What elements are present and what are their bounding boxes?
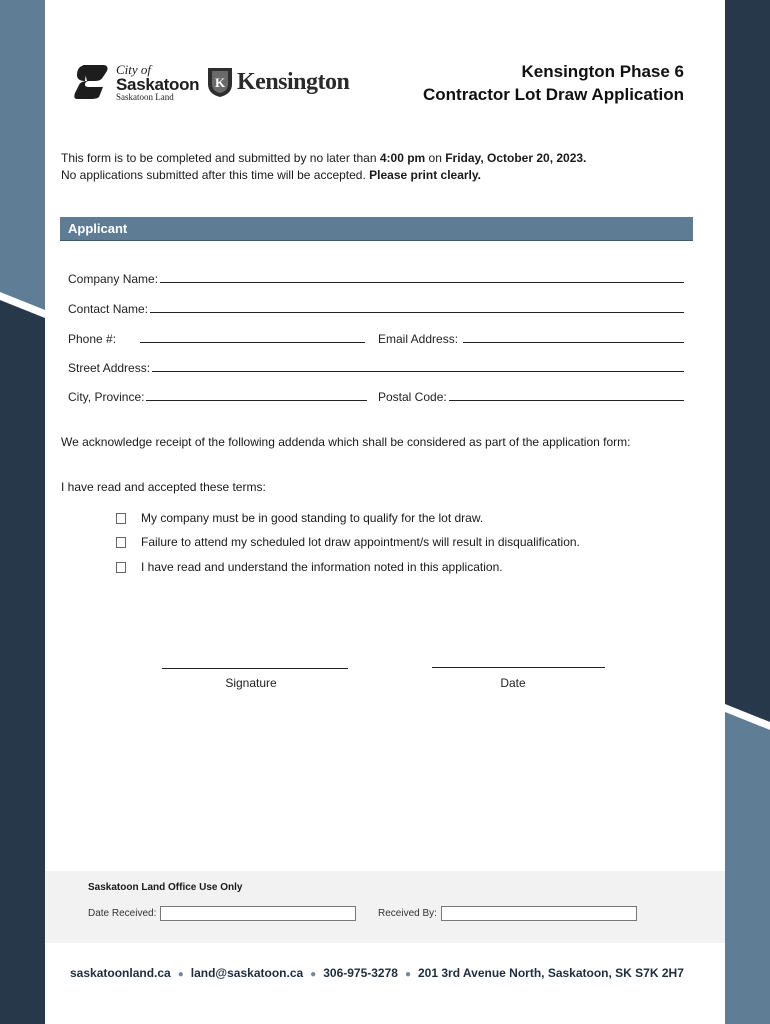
street-address-label: Street Address: <box>68 361 151 375</box>
footer-email[interactable]: land@saskatoon.ca <box>190 966 304 980</box>
signature-label: Signature <box>225 676 277 690</box>
intro-line2: No applications submitted after this time will be accepted. <box>61 168 370 182</box>
intro-text <box>61 150 586 184</box>
received-by-label: Received By: <box>378 908 437 919</box>
checkbox-icon[interactable] <box>116 562 126 573</box>
footer-address: 201 3rd Avenue North, Saskatoon, SK S7K 2H7 <box>418 966 684 980</box>
city-of-saskatoon-logo <box>73 60 199 104</box>
bullet-icon: ● <box>310 969 317 980</box>
phone-field[interactable] <box>68 332 365 346</box>
intro-time: 4:00 pm <box>379 151 426 165</box>
acknowledge-text: We acknowledge receipt of the following addenda which shall be considered as part of the application form: <box>61 435 631 449</box>
email-label: Email Address: <box>378 332 459 346</box>
kensington-logo <box>207 66 349 98</box>
contact-name-label: Contact Name: <box>68 302 149 316</box>
date-received-field[interactable] <box>88 906 356 921</box>
phone-line[interactable] <box>140 341 365 343</box>
received-by-input[interactable] <box>441 906 637 921</box>
street-address-field[interactable] <box>68 361 684 375</box>
email-field[interactable] <box>378 332 684 346</box>
bullet-icon: ● <box>177 969 184 980</box>
postal-code-field[interactable] <box>378 390 684 404</box>
street-address-line[interactable] <box>152 370 684 372</box>
left-decorative-panel <box>0 0 45 1024</box>
postal-code-label: Postal Code: <box>378 390 447 404</box>
city-province-field[interactable] <box>68 390 367 404</box>
company-name-label: Company Name: <box>68 272 159 286</box>
office-use-title: Saskatoon Land Office Use Only <box>88 882 243 893</box>
term-checkbox-3[interactable] <box>116 560 503 574</box>
intro-date: Friday, October 20, 2023. <box>445 151 587 165</box>
date-received-label: Date Received: <box>88 908 157 919</box>
kensington-shield-icon <box>207 66 233 98</box>
terms-intro: I have read and accepted these terms: <box>61 480 266 494</box>
term-label: I have read and understand the information noted in this application. <box>141 560 503 574</box>
postal-code-line[interactable] <box>449 399 684 401</box>
company-name-field[interactable] <box>68 272 684 286</box>
company-name-line[interactable] <box>160 281 684 283</box>
footer-phone: 306-975-3278 <box>323 966 398 980</box>
page-title <box>423 60 684 106</box>
checkbox-icon[interactable] <box>116 513 126 524</box>
footer-website[interactable]: saskatoonland.ca <box>70 966 171 980</box>
svg-text:K: K <box>214 75 226 90</box>
contact-name-line[interactable] <box>150 311 684 313</box>
footer-contact <box>70 966 684 980</box>
city-province-label: City, Province: <box>68 390 145 404</box>
title-line2: Contractor Lot Draw Application <box>423 85 684 104</box>
phone-label: Phone #: <box>68 332 117 346</box>
term-label: My company must be in good standing to qualify for the lot draw. <box>141 511 484 525</box>
right-decorative-panel <box>725 0 770 1024</box>
intro-print-clearly: Please print clearly. <box>369 168 481 182</box>
intro-part1: This form is to be completed and submitted by no later than <box>61 151 380 165</box>
applicant-section-header: Applicant <box>60 217 693 241</box>
received-by-field[interactable] <box>378 906 637 921</box>
date-label: Date <box>500 676 526 690</box>
logo-line3: Saskatoon Land <box>116 91 174 102</box>
city-province-line[interactable] <box>146 399 367 401</box>
contact-name-field[interactable] <box>68 302 684 316</box>
term-label: Failure to attend my scheduled lot draw appointment/s will result in disqualification. <box>141 535 580 549</box>
kensington-logo-text: Kensington <box>237 68 350 95</box>
intro-part2: on <box>425 151 446 165</box>
title-line1: Kensington Phase 6 <box>521 62 684 81</box>
term-checkbox-1[interactable] <box>116 511 483 525</box>
signature-line[interactable] <box>162 668 348 669</box>
email-line[interactable] <box>463 341 684 343</box>
logo-line1: City of <box>116 61 152 77</box>
date-line[interactable] <box>432 667 605 668</box>
logo-line2: Saskatoon <box>116 74 200 94</box>
checkbox-icon[interactable] <box>116 537 126 548</box>
saskatoon-swoosh-icon <box>73 63 111 101</box>
date-received-input[interactable] <box>160 906 356 921</box>
bullet-icon: ● <box>404 969 411 980</box>
term-checkbox-2[interactable] <box>116 535 580 549</box>
